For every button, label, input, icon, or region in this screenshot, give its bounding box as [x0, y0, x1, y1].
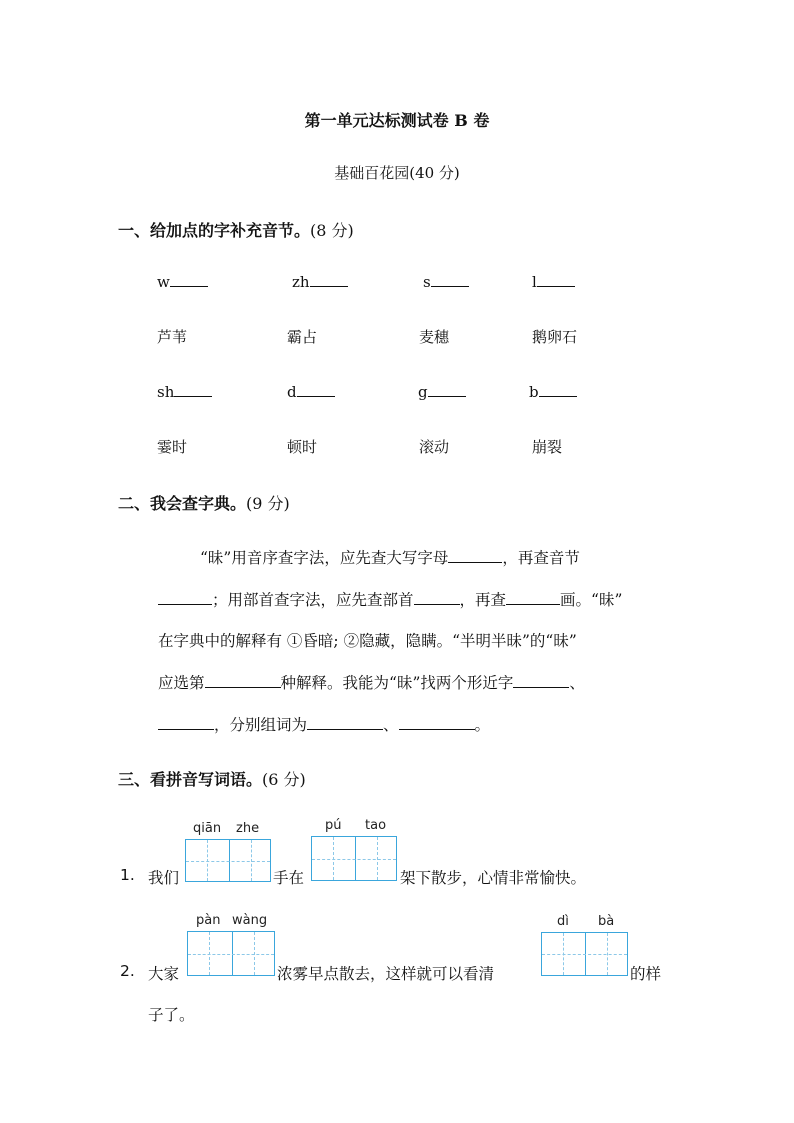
section1-heading	[118, 218, 354, 241]
writing-grid-putao[interactable]	[311, 836, 397, 881]
section3-score: (6 分)	[262, 770, 306, 789]
q1-text-b: 手在	[273, 869, 305, 887]
word-item: 霸占	[287, 328, 318, 346]
q1-text-a: 我们	[148, 869, 180, 887]
question-1	[120, 866, 135, 884]
q2-text-c: 的样	[630, 965, 662, 983]
answer-blank[interactable]	[205, 673, 281, 688]
dict-line-4: 应选第 种解释。我能为“昧”找两个形近字 、	[158, 674, 585, 692]
section1-score: (8 分)	[310, 221, 354, 240]
word-item: 麦穗	[419, 328, 450, 346]
answer-blank[interactable]	[448, 548, 502, 563]
syllable-blank-6[interactable]: d	[287, 382, 335, 401]
question-number: 2.	[120, 962, 135, 980]
syllable-blank-4[interactable]: l	[532, 272, 575, 291]
q2-text-a: 大家	[148, 965, 180, 983]
word-item: 崩裂	[532, 438, 563, 456]
answer-blank[interactable]	[513, 673, 569, 688]
word-item: 鹅卵石	[532, 328, 578, 346]
syllable-blank-1[interactable]: w	[157, 272, 208, 291]
section2-heading	[118, 491, 290, 514]
syllable-blank-2[interactable]: zh	[292, 272, 348, 291]
syllable-blank-5[interactable]: sh	[157, 382, 212, 401]
page-title: 第一单元达标测试卷 B 卷	[304, 111, 490, 130]
writing-grid-diba[interactable]	[541, 932, 628, 976]
dict-line-3: 在字典中的解释有 ①昏暗; ②隐藏，隐瞒。“半明半昧”的“昧”	[158, 632, 577, 650]
syllable-blank-3[interactable]: s	[423, 272, 469, 291]
syllable-blank-7[interactable]: g	[418, 382, 466, 401]
answer-blank[interactable]	[399, 715, 475, 730]
section3-heading	[118, 767, 306, 790]
writing-grid-panwang[interactable]	[187, 931, 275, 976]
dict-line-1: “昧”用音序查字法，应先查大写字母 ，再查音节	[200, 549, 580, 567]
pinyin-label: pàn	[196, 913, 221, 928]
pinyin-label: wàng	[232, 913, 268, 928]
question-2	[120, 962, 135, 980]
word-item: 滚动	[419, 438, 450, 456]
section1-title: 一、给加点的字补充音节。	[118, 221, 311, 240]
section3-title: 三、看拼音写词语。	[118, 770, 263, 789]
word-item: 芦苇	[157, 328, 188, 346]
word-item: 霎时	[157, 438, 188, 456]
answer-blank[interactable]	[307, 715, 383, 730]
answer-blank[interactable]	[414, 590, 460, 605]
pinyin-label: bà	[598, 914, 615, 929]
question-number: 1.	[120, 866, 135, 884]
pinyin-label: dì	[557, 914, 569, 929]
q1-text-c: 架下散步，心情非常愉快。	[400, 869, 587, 887]
pinyin-label: qiān	[193, 821, 222, 836]
section2-title: 二、我会查字典。	[118, 494, 247, 513]
answer-blank[interactable]	[158, 715, 214, 730]
section2-score: (9 分)	[246, 494, 290, 513]
answer-blank[interactable]	[158, 590, 212, 605]
dict-line-2: ；用部首查字法，应先查部首 ，再查 画。“昧”	[158, 588, 622, 610]
dict-line-5: ，分别组词为 、 。	[158, 713, 490, 735]
section-subtitle: 基础百花园(40 分)	[334, 164, 460, 182]
pinyin-label: zhe	[236, 821, 260, 836]
q2-text-d: 子了。	[148, 1006, 195, 1024]
writing-grid-qianzhe[interactable]	[185, 839, 271, 882]
syllable-blank-8[interactable]: b	[529, 382, 577, 401]
q2-text-b: 浓雾早点散去，这样就可以看清	[277, 965, 495, 983]
pinyin-label: pú	[325, 818, 342, 833]
answer-blank[interactable]	[506, 590, 560, 605]
pinyin-label: tao	[365, 818, 387, 833]
word-item: 顿时	[287, 438, 318, 456]
